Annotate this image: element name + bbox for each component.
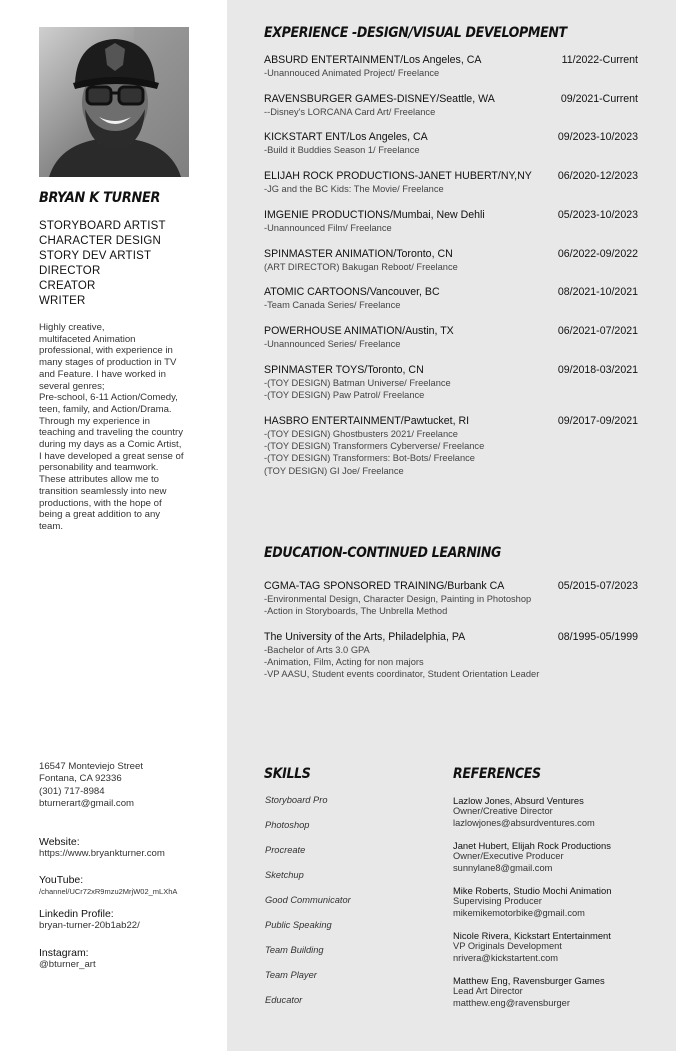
company-name: ELIJAH ROCK PRODUCTIONS-JANET HUBERT/NY,NY — [264, 170, 532, 182]
role-item: CHARACTER DESIGN — [39, 235, 162, 247]
experience-entry — [264, 248, 638, 273]
reference-email[interactable]: lazlowjones@absurdventures.com — [453, 817, 595, 828]
entry-detail: -(TOY DESIGN) Batman Universe/ Freelance — [264, 378, 451, 388]
youtube-link[interactable]: /channel/UCr72xR9mzu2MrjW02_mLXhA — [39, 887, 178, 897]
experience-title: EXPERIENCE -DESIGN/VISUAL DEVELOPMENT — [264, 25, 567, 41]
role-item: STORYBOARD ARTIST — [39, 220, 166, 232]
reference-item — [453, 975, 663, 1020]
company-name: POWERHOUSE ANIMATION/Austin, TX — [264, 325, 454, 337]
entry-detail: -JG and the BC Kids: The Movie/ Freelance — [264, 184, 444, 194]
company-name: SPINMASTER ANIMATION/Toronto, CN — [264, 248, 453, 260]
reference-role: Supervising Producer — [453, 896, 542, 907]
linkedin-label: Linkedin Profile: — [39, 908, 114, 920]
address-block — [39, 761, 143, 811]
reference-role: VP Originals Development — [453, 941, 562, 952]
school-name: The University of the Arts, Philadelphia, PA — [264, 631, 466, 643]
linkedin-link[interactable]: bryan-turner-20b1ab22/ — [39, 920, 140, 932]
email-link[interactable]: bturnerart@gmail.com — [39, 798, 135, 810]
entry-detail: -Build it Buddies Season 1/ Freelance — [264, 145, 420, 155]
address-line: 16547 Monteviejo Street — [39, 761, 143, 772]
education-entry — [264, 631, 638, 681]
person-name: BRYAN K TURNER — [39, 190, 161, 206]
reference-name: Mike Roberts, Studio Mochi Animation — [453, 885, 612, 896]
reference-email[interactable]: matthew.eng@ravensburger — [453, 997, 570, 1008]
date-range: 06/2021-07/2021 — [557, 325, 638, 337]
references-list — [453, 795, 663, 1020]
reference-email[interactable]: mikemikemotorbike@gmail.com — [453, 907, 585, 918]
skill-item: Good Communicator — [265, 895, 351, 905]
entry-detail: --Disney's LORCANA Card Art/ Freelance — [264, 107, 436, 117]
education-title: EDUCATION-CONTINUED LEARNING — [264, 545, 502, 561]
website-link[interactable]: https://www.bryankturner.com — [39, 848, 165, 860]
date-range: 06/2020-12/2023 — [557, 170, 638, 182]
instagram-block — [39, 947, 96, 972]
experience-entry — [264, 170, 638, 195]
experience-entry — [264, 54, 638, 79]
experience-entry — [264, 93, 638, 118]
reference-item — [453, 840, 663, 885]
skill-item: Team Building — [265, 945, 324, 955]
reference-email[interactable]: nrivera@kickstartent.com — [453, 952, 559, 963]
reference-role: Owner/Executive Producer — [453, 851, 564, 862]
education-entry — [264, 580, 638, 617]
instagram-link[interactable]: @bturner_art — [39, 959, 96, 971]
entry-detail: -Team Canada Series/ Freelance — [264, 300, 401, 310]
date-range: 09/2023-10/2023 — [557, 131, 638, 143]
entry-detail: (TOY DESIGN) GI Joe/ Freelance — [264, 465, 404, 476]
date-range: 09/2017-09/2021 — [557, 415, 638, 427]
experience-entry — [264, 286, 638, 311]
skill-item: Photoshop — [265, 820, 310, 830]
reference-role: Lead Art Director — [453, 986, 523, 997]
phone-number: (301) 717-8984 — [39, 785, 105, 797]
entry-detail: -Environmental Design, Character Design, Painting in Photoshop — [264, 594, 532, 604]
company-name: RAVENSBURGER GAMES-DISNEY/Seattle, WA — [264, 93, 495, 105]
role-item: CREATOR — [39, 280, 96, 292]
entry-detail: -Bachelor of Arts 3.0 GPA — [264, 645, 370, 655]
reference-item — [453, 930, 663, 975]
company-name: HASBRO ENTERTAINMENT/Pawtucket, RI — [264, 415, 470, 427]
entry-detail: -VP AASU, Student events coordinator, Student Orientation Leader — [264, 669, 540, 680]
entry-detail: -(TOY DESIGN) Transformers Cyberverse/ Freelance — [264, 441, 485, 452]
references-title: REFERENCES — [453, 766, 541, 782]
youtube-label: YouTube: — [39, 874, 84, 886]
date-range: 06/2022-09/2022 — [557, 248, 638, 260]
profile-photo — [39, 27, 189, 177]
school-name: CGMA-TAG SPONSORED TRAINING/Burbank CA — [264, 580, 505, 592]
date-range: 08/1995-05/1999 — [557, 631, 638, 643]
role-item: WRITER — [39, 295, 86, 307]
skill-item: Procreate — [265, 845, 306, 855]
reference-name: Nicole Rivera, Kickstart Entertainment — [453, 930, 611, 941]
date-range: 09/2021-Current — [560, 93, 638, 105]
experience-entry — [264, 364, 638, 401]
entry-detail: -(TOY DESIGN) Paw Patrol/ Freelance — [264, 390, 425, 401]
entry-detail: -Action in Storyboards, The Unbrella Method — [264, 606, 448, 617]
entry-detail: -(TOY DESIGN) Ghostbusters 2021/ Freelance — [264, 429, 458, 439]
date-range: 08/2021-10/2021 — [557, 286, 638, 298]
reference-name: Matthew Eng, Ravensburger Games — [453, 975, 605, 986]
entry-detail: -Unannounced Series/ Freelance — [264, 339, 401, 349]
entry-detail: -Unannouced Animated Project/ Freelance — [264, 68, 440, 78]
company-name: ABSURD ENTERTAINMENT/Los Angeles, CA — [264, 54, 482, 66]
website-block — [39, 836, 165, 861]
skill-item: Storyboard Pro — [265, 795, 328, 805]
reference-name: Lazlow Jones, Absurd Ventures — [453, 795, 584, 806]
date-range: 05/2015-07/2023 — [557, 580, 638, 592]
reference-item — [453, 885, 663, 930]
instagram-label: Instagram: — [39, 947, 89, 959]
skill-item: Educator — [265, 995, 303, 1005]
company-name: KICKSTART ENT/Los Angeles, CA — [264, 131, 428, 143]
company-name: IMGENIE PRODUCTIONS/Mumbai, New Dehli — [264, 209, 485, 221]
reference-email[interactable]: sunnylane8@gmail.com — [453, 862, 553, 873]
youtube-block — [39, 874, 177, 899]
skill-item: Public Speaking — [265, 920, 332, 930]
entry-detail: (ART DIRECTOR) Bakugan Reboot/ Freelance — [264, 262, 458, 272]
entry-detail: -(TOY DESIGN) Transformers: Bot-Bots/ Freelance — [264, 453, 475, 464]
company-name: SPINMASTER TOYS/Toronto, CN — [264, 364, 424, 376]
reference-item — [453, 795, 663, 840]
skill-item: Sketchup — [265, 870, 304, 880]
skills-title: SKILLS — [264, 766, 311, 782]
date-range: 05/2023-10/2023 — [557, 209, 638, 221]
date-range: 11/2022-Current — [561, 54, 638, 66]
role-item: DIRECTOR — [39, 265, 101, 277]
reference-role: Owner/Creative Director — [453, 806, 553, 817]
entry-detail: -Unannounced Film/ Freelance — [264, 223, 392, 233]
skill-item: Team Player — [265, 970, 317, 980]
experience-entry — [264, 415, 638, 477]
company-name: ATOMIC CARTOONS/Vancouver, BC — [264, 286, 440, 298]
address-line: Fontana, CA 92336 — [39, 773, 122, 785]
bio-text: Highly creative, multifaceted Animation professional, with experience in many stages of production in TV and Feature. I have worked in several genres; Pre-school, 6-11 Action/Comedy, teen, family, and Action/Drama. Through my experience in teaching and traveling the country during my days as a Comic Artist, I have developed a great sense of personability and teamwork. These attributes allow me to transition seamlessly into new productions, with the hope of being a great addition to any team. — [39, 322, 184, 532]
roles-list — [39, 219, 166, 309]
website-label: Website: — [39, 836, 80, 848]
skills-list — [265, 795, 351, 1020]
linkedin-block — [39, 908, 140, 933]
reference-name: Janet Hubert, Elijah Rock Productions — [453, 840, 611, 851]
experience-entry — [264, 209, 638, 234]
experience-entry — [264, 131, 638, 156]
experience-entry — [264, 325, 638, 350]
entry-detail: -Animation, Film, Acting for non majors — [264, 657, 424, 668]
role-item: STORY DEV ARTIST — [39, 250, 152, 262]
date-range: 09/2018-03/2021 — [557, 364, 638, 376]
